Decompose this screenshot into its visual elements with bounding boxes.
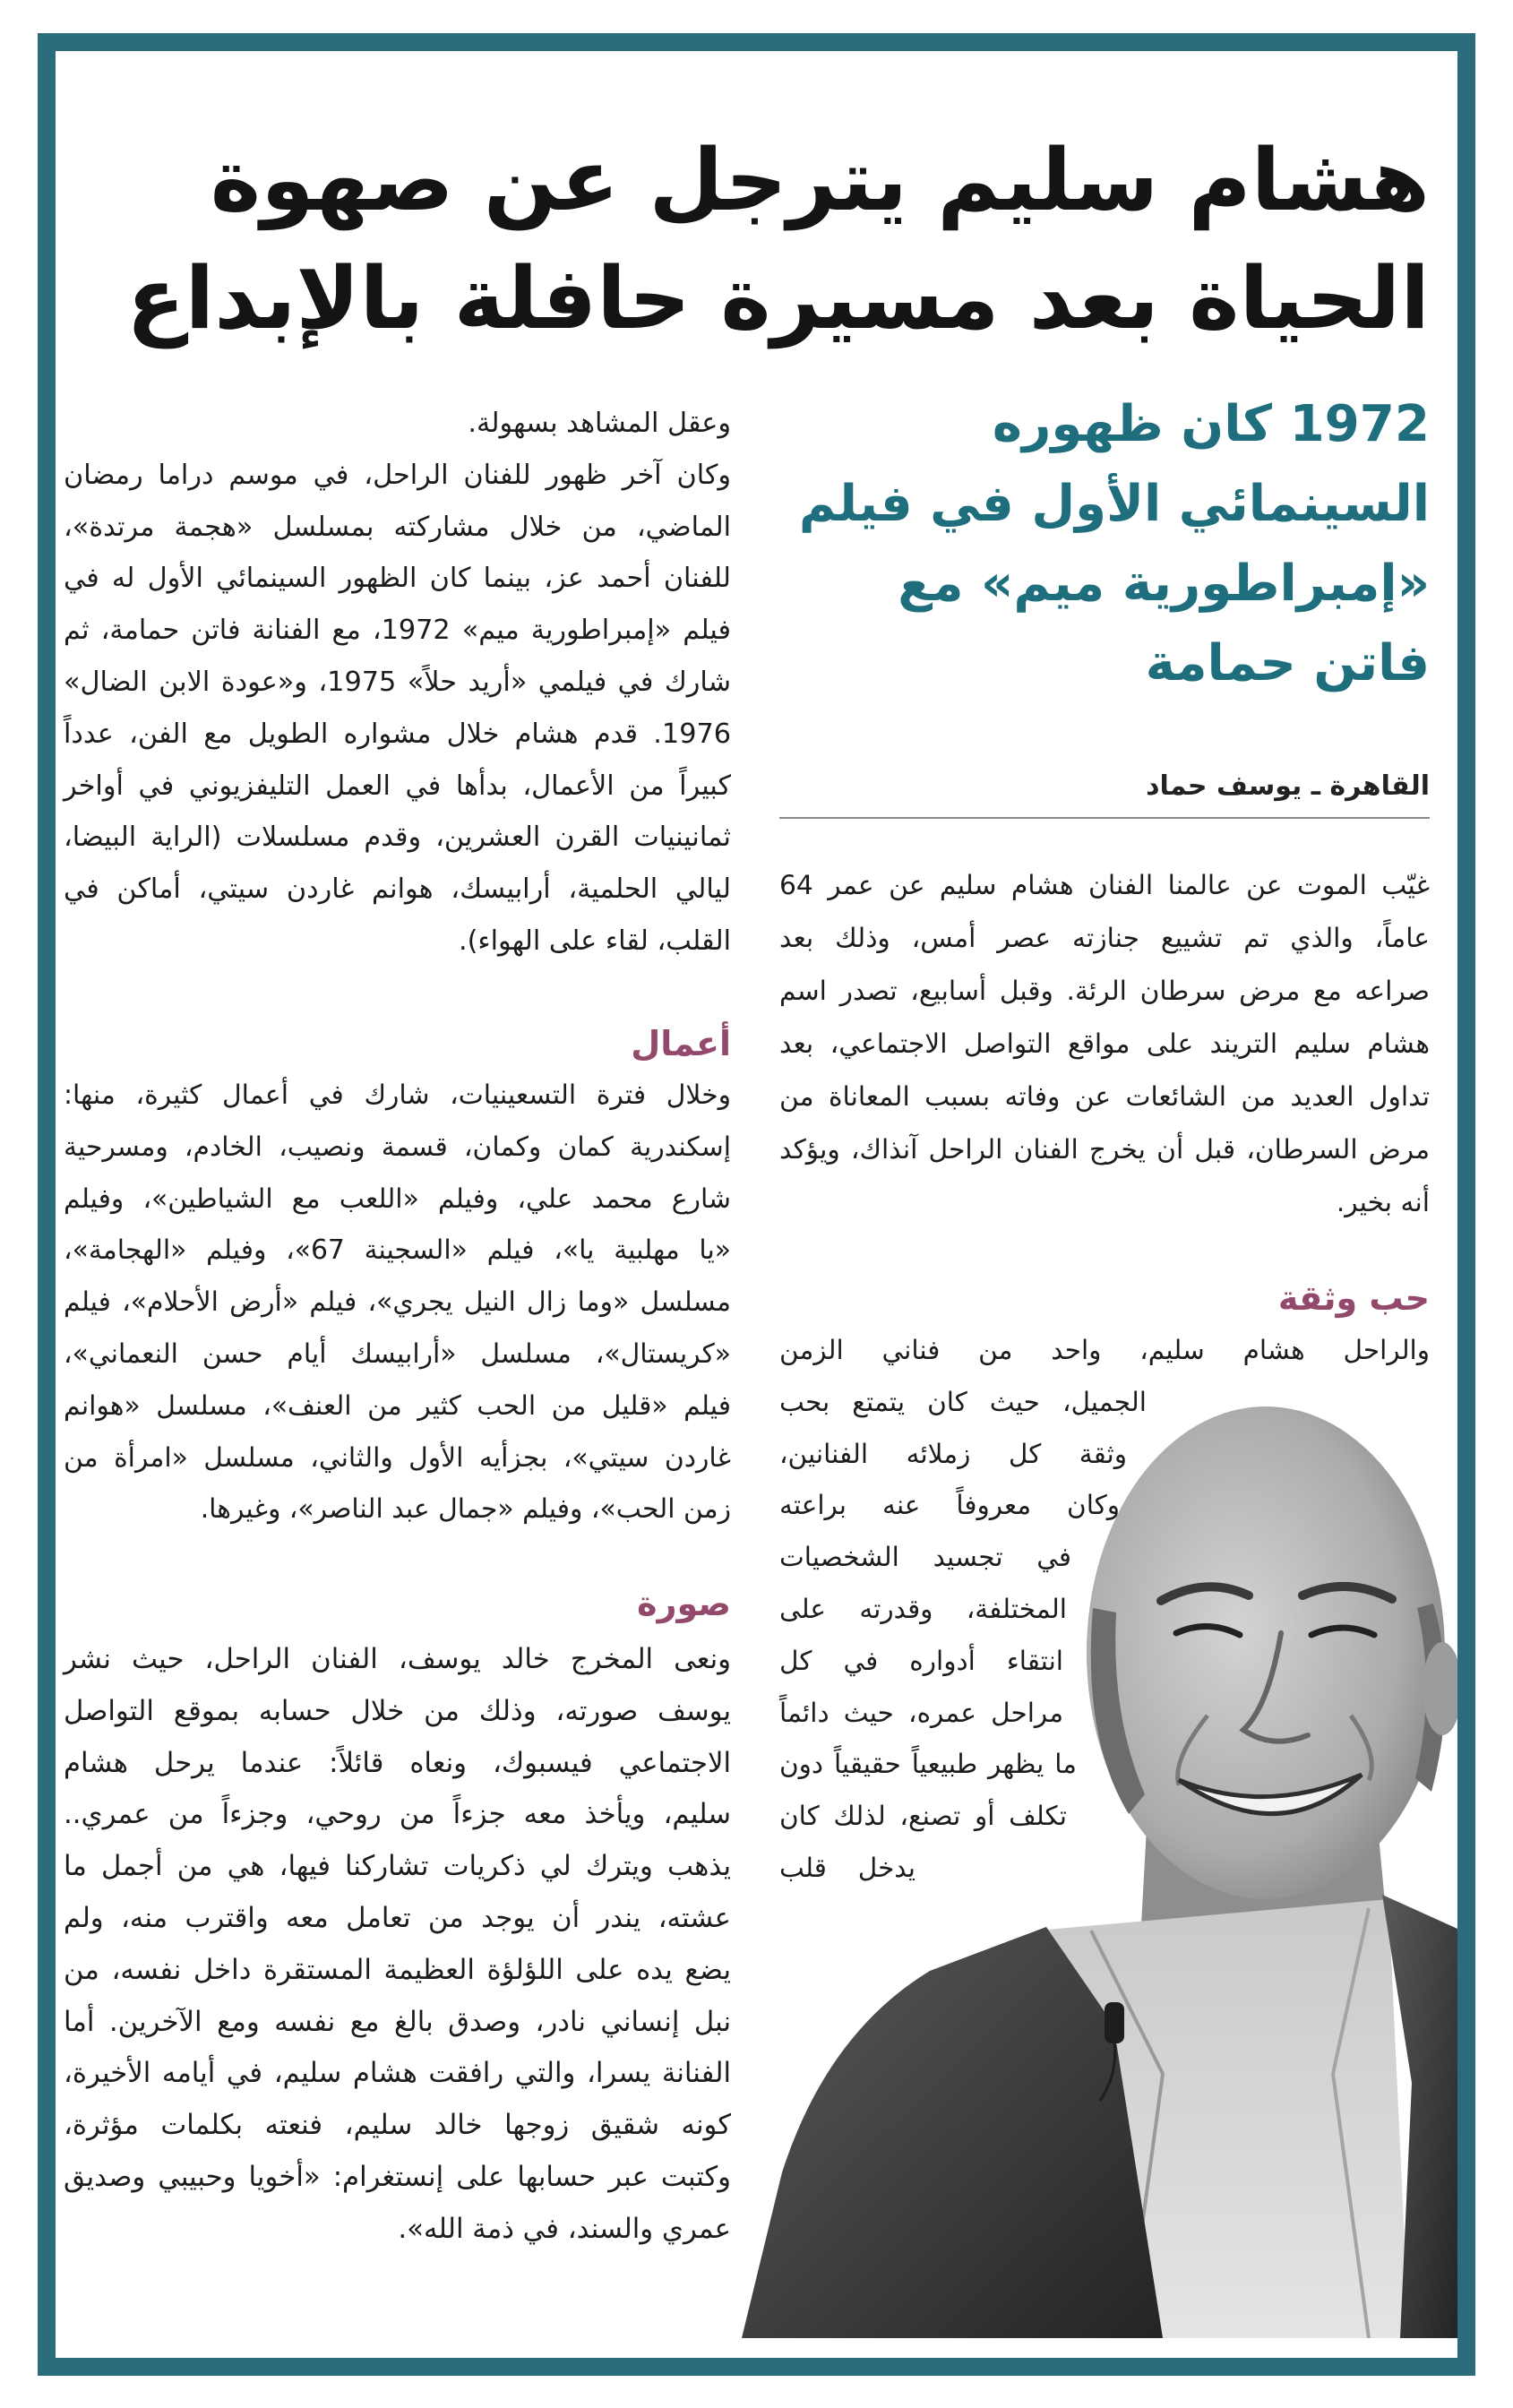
body-text-line: ما يظهر طبيعياً حقيقياً دون	[779, 1749, 1077, 1780]
body-text-line: وعقل المشاهد بسهولة.	[468, 408, 731, 439]
body-text-line: فيلم «قليل من الحب كثير من العنف»، مسلسل «هوانم	[64, 1389, 731, 1422]
subheadline-line: «إمبراطورية ميم» مع	[898, 555, 1430, 613]
body-text-line: أنه بخير.	[1336, 1187, 1430, 1218]
body-text-line: عمري والسند، في ذمة الله».	[398, 2212, 731, 2245]
body-text-line: القلب، لقاء على الهواء).	[458, 924, 731, 957]
body-text-line: وكان معروفاً عنه براعته	[779, 1490, 1120, 1521]
section-heading-love: حب وثقة	[1277, 1278, 1430, 1318]
body-text-line: صراعه مع مرض سرطان الرئة. وقبل أسابيع، تصدر اسم	[779, 976, 1430, 1007]
body-text-line: الماضي، من خلال مشاركته بمسلسل «هجمة مرتدة»،	[64, 511, 731, 543]
body-text-line: الاجتماعي فيسبوك، ونعاه قائلاً: عندما يرحل هشام	[64, 1746, 731, 1779]
headline-line: الحياة بعد مسيرة حافلة بالإبداع	[126, 248, 1430, 348]
right-column-intro	[779, 859, 1430, 1229]
body-text-line: تداول العديد من الشائعات عن وفاته بسبب المعاناة من	[779, 1081, 1430, 1113]
subheadline-line: 1972 كان ظهوره	[992, 395, 1430, 453]
body-text-line: شارع محمد علي، وفيلم «اللعب مع الشياطين»، وفيلم	[64, 1182, 731, 1215]
body-text-line: وكتبت عبر حسابها على إنستغرام: «أخويا وحبيبي وصديق	[64, 2160, 731, 2193]
body-text-line: الفنانة يسرا، والتي رافقت هشام سليم، في أيامه الأخيرة،	[64, 2057, 731, 2090]
body-text-line: إسكندرية كمان وكمان، قسمة ونصيب، الخادم، ومسرحية	[64, 1131, 731, 1163]
body-text-line: كونه شقيق زوجها خالد سليم، فنعته بكلمات مؤثرة،	[64, 2109, 731, 2142]
headline	[86, 121, 1430, 357]
body-text-line: فيلم «إمبراطورية ميم» 1972، مع الفنانة فاتن حمامة، ثم	[64, 615, 732, 647]
left-column-photo-section	[64, 1634, 731, 2256]
body-text-line: 1976. قدم هشام خلال مشواره الطويل مع الفن، عدداً	[64, 718, 731, 750]
body-text-line: عاماً، والذي تم تشييع جنازته عصر أمس، وذلك بعد	[779, 923, 1430, 954]
right-column-wrapped-text	[779, 1325, 1430, 1895]
body-text-line: للفنان أحمد عز، بينما كان الظهور السينمائي الأول له في	[64, 563, 731, 595]
body-text-line: غيّب الموت عن عالمنا الفنان هشام سليم عن عمر 64	[779, 870, 1430, 901]
body-text-line: الجميل، حيث كان يتمتع بحب	[779, 1386, 1147, 1417]
body-text-line: وثقة كل زملائه الفنانين،	[779, 1438, 1127, 1469]
body-text-line: وكان آخر ظهور للفنان الراحل، في موسم دراما رمضان	[64, 459, 731, 491]
body-text-line: انتقاء أدواره في كل	[779, 1645, 1063, 1676]
body-text-line: مرض السرطان، قبل أن يخرج الفنان الراحل آنذاك، ويؤكد	[779, 1134, 1430, 1165]
byline-divider	[779, 817, 1430, 819]
body-text-line: يذهب ويترك لي ذكريات تشاركنا فيها، هي من أجمل ما	[64, 1850, 731, 1883]
body-text-line: «كريستال»، مسلسل «أرابيسك أيام حسن النعماني»،	[64, 1337, 731, 1370]
body-text-line: عشته، يندر أن يوجد من تعامل معه واقترب منه، ولم	[64, 1901, 731, 1934]
body-text-line: كبيراً من الأعمال، بدأها في العمل التليفزيوني في أواخر	[64, 770, 731, 802]
body-text-line: شارك في فيلمي «أريد حلاً» 1975، و«عودة الابن الضال»	[64, 666, 731, 698]
headline-line: هشام سليم يترجل عن صهوة	[210, 130, 1430, 230]
body-text-line: والراحل هشام سليم، واحد من فناني الزمن	[779, 1335, 1430, 1365]
body-text-line: هشام سليم التريند على مواقع التواصل الاجتماعي، بعد	[779, 1028, 1430, 1060]
body-text-line: نبل إنساني نادر، وصدق بالغ مع نفسه ومع الآخرين. أما	[64, 2005, 731, 2038]
body-text-line: مسلسل «وما زال النيل يجري»، فيلم «أرض الأحلام»، فيلم	[64, 1286, 731, 1319]
body-text-line: ليالي الحلمية، أرابيسك، هوانم غاردن سيتي، أماكن في	[64, 873, 731, 906]
body-text-line: يضع يده على اللؤلؤة العظيمة المستقرة داخل نفسه، من	[64, 1953, 731, 1986]
subheadline-line: فاتن حمامة	[1145, 634, 1430, 692]
body-text-line: مراحل عمره، حيث دائماً	[779, 1697, 1063, 1728]
section-heading-photo: صورة	[637, 1584, 731, 1623]
body-text-line: ونعى المخرج خالد يوسف، الفنان الراحل، حيث نشر	[64, 1643, 731, 1675]
byline: القاهرة ـ يوسف حماد	[1146, 770, 1430, 802]
body-text-line: غاردن سيتي»، بجزأيه الأول والثاني، مسلسل «امرأة من	[64, 1441, 731, 1474]
subheadline-line: السينمائي الأول في فيلم	[798, 475, 1430, 533]
body-text-line: «يا مهلبية يا»، فيلم «السجينة 67»، وفيلم «الهجامة»،	[64, 1234, 731, 1267]
body-text-line: تكلف أو تصنع، لذلك كان	[779, 1801, 1067, 1832]
body-text-line: في تجسيد الشخصيات	[779, 1542, 1071, 1573]
body-text-line: ثمانينيات القرن العشرين، وقدم مسلسلات (الراية البيضا،	[64, 821, 731, 854]
body-text-line: يدخل قلب	[779, 1852, 916, 1883]
body-text-line: سليم، ويأخذ معه جزءاً من روحي، وجزءاً من عمري..	[64, 1798, 731, 1831]
body-text-line: يوسف صورته، وذلك من خلال حسابه بموقع التواصل	[64, 1694, 731, 1727]
body-text-line: وخلال فترة التسعينيات، شارك في أعمال كثيرة، منها:	[64, 1079, 731, 1111]
subheadline	[779, 384, 1430, 703]
body-text-line: المختلفة، وقدرته على	[779, 1593, 1067, 1624]
left-column-works	[64, 1070, 731, 1535]
body-text-line: زمن الحب»، وفيلم «جمال عبد الناصر»، وغيرها.	[200, 1493, 731, 1526]
left-column-continuation	[64, 398, 731, 968]
section-heading-works: أعمال	[631, 1024, 731, 1063]
